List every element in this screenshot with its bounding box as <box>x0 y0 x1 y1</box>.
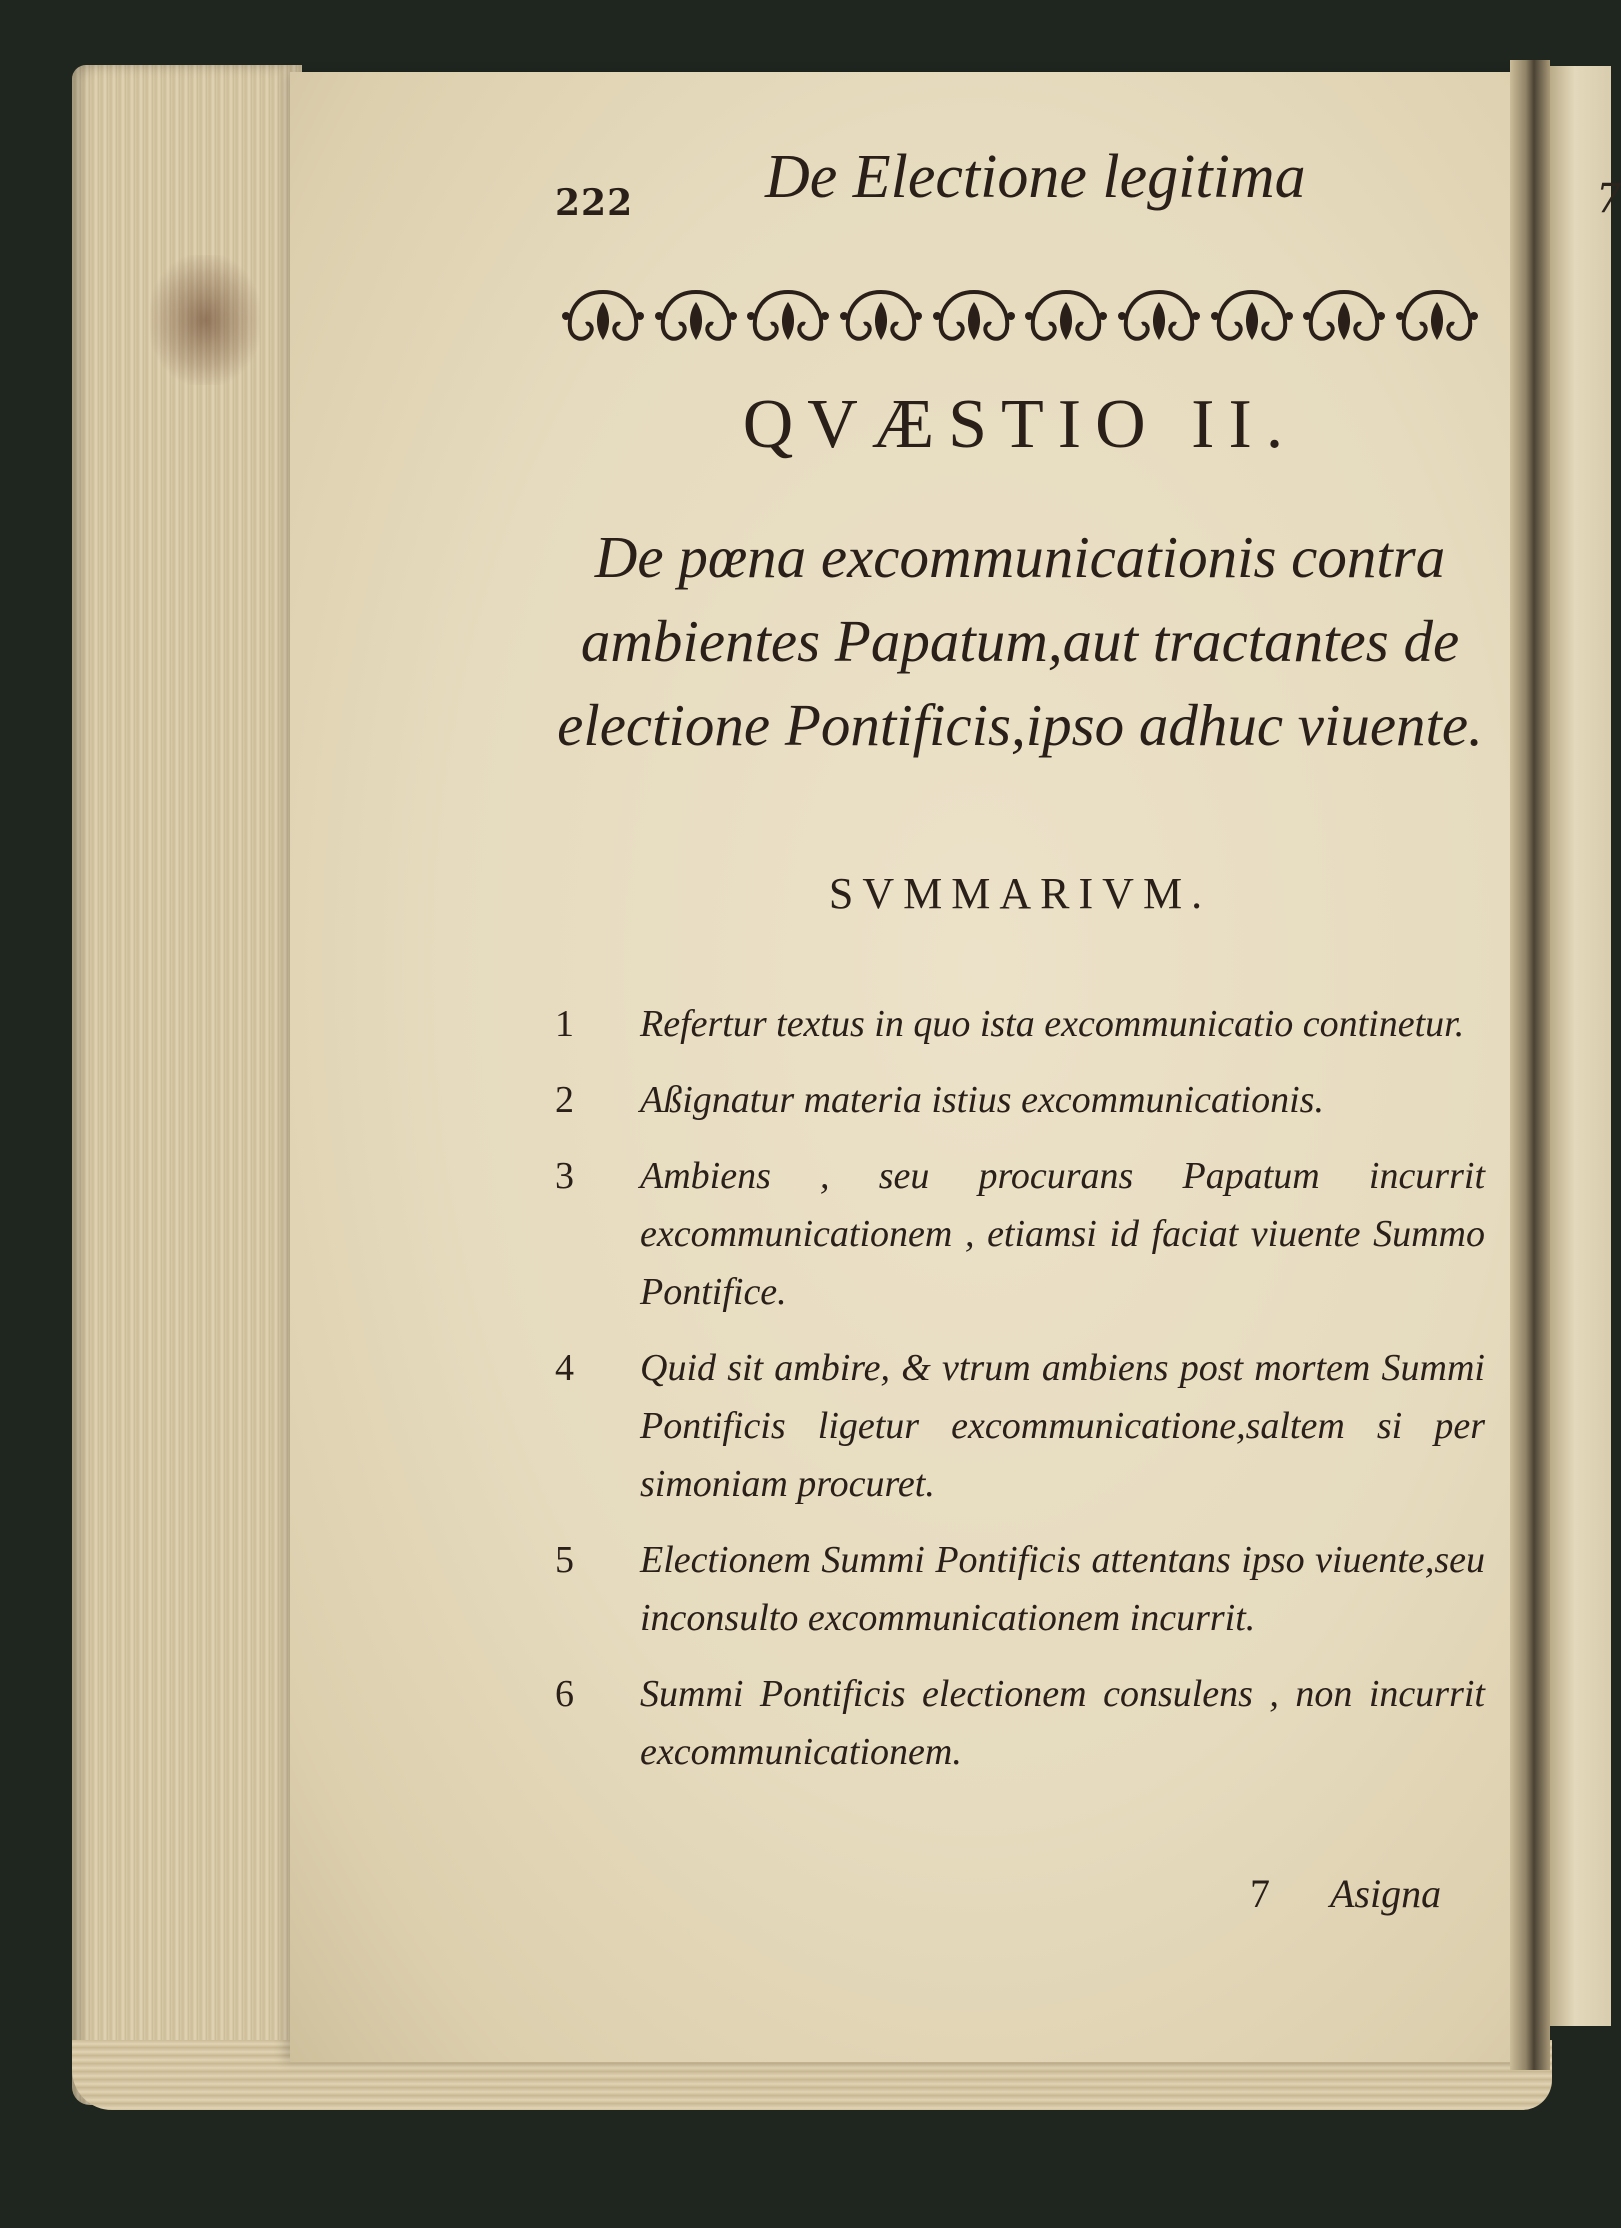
question-title: QVÆSTIO II. <box>742 386 1298 463</box>
summary-item-text: Quid sit ambire, & vtrum ambiens post mortem Summi Pontificis ligetur excommunicatione,saltem si per simoniam procuret. <box>640 1347 1485 1505</box>
summary-item-number: 1 <box>555 1003 574 1045</box>
summary-item-text: Electionem Summi Pontificis attentans ipso viuente,seu inconsulto excommunicationem incurrit. <box>640 1539 1485 1639</box>
ornament-unit-icon <box>931 288 1017 344</box>
summary-item-text: Summi Pontificis electionem consulens , non incurrit excommunicationem. <box>640 1673 1485 1773</box>
running-head <box>555 142 1455 232</box>
ink-stain <box>150 255 260 385</box>
summary-item-text: Ambiens , seu procurans Papatum incurrit excommunicationem , etiamsi id faciat viuente Summo Pontifice. <box>640 1155 1485 1313</box>
floral-band-icon <box>560 285 1480 347</box>
summary-item-number: 6 <box>555 1673 574 1715</box>
summary-item <box>555 1147 1485 1321</box>
ornament-unit-icon <box>1023 288 1109 344</box>
summary-item <box>555 1531 1485 1647</box>
ornament-unit-icon <box>745 288 831 344</box>
catchword-word: Asigna <box>1330 1871 1442 1916</box>
summary-item-number: 5 <box>555 1539 574 1581</box>
summary-item <box>555 1665 1485 1781</box>
summary-item-number: 2 <box>555 1079 574 1121</box>
summary-item-text: Aßignatur materia istius excommunicationis. <box>640 1079 1324 1121</box>
catchword <box>1250 1870 1441 1917</box>
right-page-edge <box>1550 66 1621 2026</box>
summary-item <box>555 995 1485 1053</box>
question-subtitle: De pœna excommunicationis contra ambientes Papatum,aut tractantes de electione Pontificis,ipso adhuc viuente. <box>557 524 1483 758</box>
ornament-unit-icon <box>1116 288 1202 344</box>
ornament-unit-icon <box>1394 288 1480 344</box>
book-gutter <box>1510 60 1550 2070</box>
summary-item <box>555 1339 1485 1513</box>
summary-heading: SVMMARIVM. <box>828 869 1212 918</box>
ornament-unit-icon <box>1301 288 1387 344</box>
summary-item-number: 3 <box>555 1155 574 1197</box>
ornament-unit-icon <box>838 288 924 344</box>
summary-item-text: Refertur textus in quo ista excommunicatio continetur. <box>640 1003 1465 1045</box>
right-page-fragment: 7 <box>1596 176 1621 222</box>
ornament-unit-icon <box>1209 288 1295 344</box>
page-number: 222 <box>555 182 634 224</box>
ornament-unit-icon <box>653 288 739 344</box>
running-title: De Electione legitima <box>765 143 1306 211</box>
ornament-unit-icon <box>560 288 646 344</box>
summary-item <box>555 1071 1485 1129</box>
summary-item-number: 4 <box>555 1347 574 1389</box>
catchword-number: 7 <box>1250 1871 1270 1916</box>
summary-list <box>555 995 1485 1799</box>
